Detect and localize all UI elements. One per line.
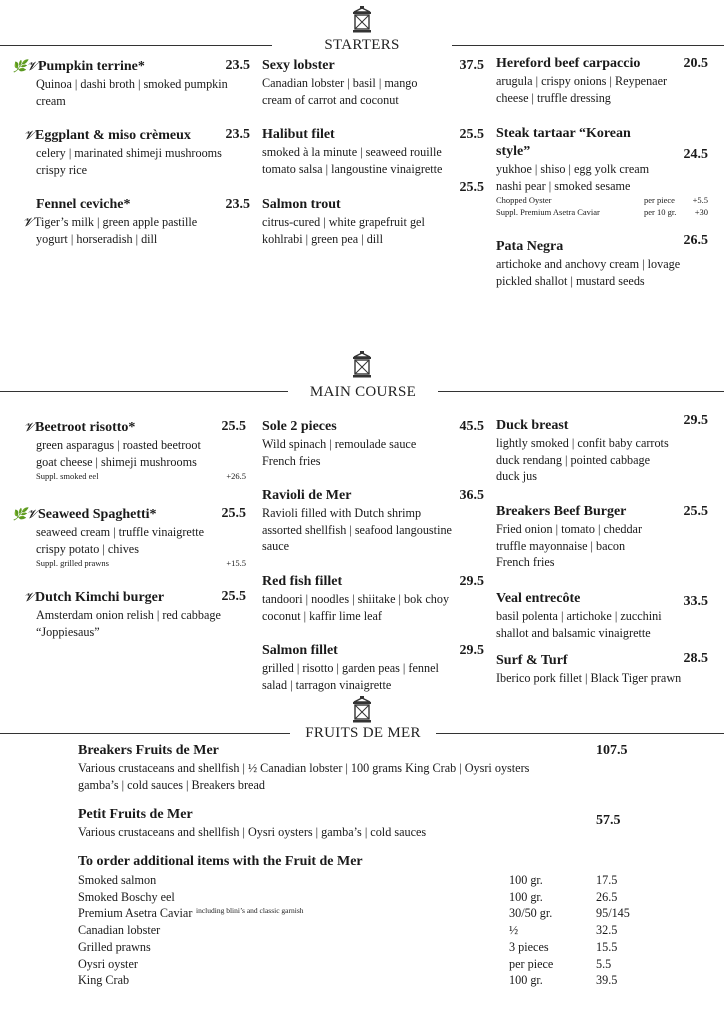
- item-desc: cheese | truffle dressing: [496, 90, 611, 105]
- extras-item-name: Smoked salmon: [78, 873, 157, 887]
- extras-item-qty: 3 pieces: [509, 939, 549, 954]
- item-name: Veal entrecôte: [496, 591, 581, 606]
- supplement-price: +15.5: [226, 558, 246, 568]
- menu-item-petit-fruits-de-mer: [78, 806, 638, 841]
- item-desc: Ravioli filled with Dutch shrimp: [262, 506, 422, 520]
- item-desc: grilled | risotto | garden peas | fennel: [262, 661, 439, 675]
- supplement-unit: per piece: [644, 195, 675, 205]
- vegetarian-v-icon: 𝓥: [24, 420, 34, 434]
- item-name: Sole 2 pieces: [262, 419, 337, 434]
- item-desc: crispy rice: [36, 162, 88, 177]
- extras-item-name: Grilled prawns: [78, 939, 151, 954]
- menu-item-red-fish-fillet: [262, 573, 484, 624]
- supplement-label: Suppl. grilled prawns: [36, 558, 109, 568]
- item-name: Salmon trout: [262, 197, 341, 212]
- extras-item-note: including blini’s and classic garnish: [196, 906, 304, 916]
- starters-rule-left: [0, 45, 272, 46]
- menu-item-ravioli-de-mer: [262, 487, 484, 555]
- item-price: 57.5: [596, 813, 621, 828]
- item-desc: duck jus: [496, 469, 537, 483]
- menu-item-seaweed-spaghetti: [12, 505, 246, 570]
- extras-item-name: Premium Asetra Caviar: [78, 906, 193, 921]
- item-desc: lightly smoked | confit baby carrots: [496, 436, 669, 450]
- extras-item-price: 39.5: [596, 973, 618, 988]
- extras-item-price: 17.5: [596, 873, 618, 887]
- item-desc: smoked à la minute | seaweed rouille: [262, 145, 442, 159]
- main-rule-right: [438, 391, 724, 392]
- item-desc: French fries: [262, 453, 321, 468]
- item-name: Steak tartaar “Korean: [496, 126, 631, 141]
- main-rule-left: [0, 391, 288, 392]
- menu-item-salmon-trout: [262, 179, 484, 247]
- lantern-logo-icon: [351, 6, 373, 36]
- item-name: Fennel ceviche*: [36, 197, 131, 212]
- vegan-leaf-icon: 🌿𝓥: [12, 59, 37, 73]
- item-name: Pata Negra: [496, 239, 564, 254]
- item-name: Pumpkin terrine*: [37, 59, 145, 74]
- menu-item-sexy-lobster: [262, 57, 484, 108]
- item-desc: cream of carrot and coconut: [262, 92, 399, 107]
- item-desc: assorted shellfish | seafood langoustine: [262, 522, 452, 537]
- supplement-label: Chopped Oyster: [496, 195, 552, 205]
- lantern-logo-icon: [351, 351, 373, 381]
- item-price: 24.5: [683, 147, 708, 162]
- menu-item-breakers-beef-burger: [496, 503, 708, 571]
- item-price: 23.5: [225, 127, 250, 142]
- item-desc: tomato salsa | langoustine vinaigrette: [262, 161, 443, 176]
- vegetarian-v-icon: 𝓥: [24, 590, 34, 604]
- menu-item-fennel-ceviche: [23, 196, 250, 247]
- item-desc: Fried onion | tomato | cheddar: [496, 522, 643, 536]
- section-title-main-course: MAIN COURSE: [309, 384, 417, 400]
- item-name: Eggplant & miso crèmeux: [35, 128, 191, 143]
- supplement-unit: per 10 gr.: [644, 207, 677, 217]
- supplement-price: +5.5: [692, 195, 708, 205]
- item-name: style”: [496, 144, 531, 159]
- supplement-label: Suppl. smoked eel: [36, 471, 99, 481]
- item-name: Salmon fillet: [262, 643, 338, 658]
- item-desc: Various crustaceans and shellfish | ½ Canadian lobster | 100 grams King Crab | Oysri oysters: [78, 761, 530, 775]
- menu-item-pumpkin-terrine: [12, 57, 250, 109]
- extras-item-price: 15.5: [596, 939, 618, 954]
- menu-item-veal-entrecote: [496, 590, 708, 641]
- item-price: 25.5: [221, 589, 246, 604]
- item-desc: Amsterdam onion relish | red cabbage: [36, 608, 221, 622]
- fruits-rule-right: [436, 733, 724, 734]
- item-desc: basil polenta | artichoke | zucchini: [496, 609, 662, 623]
- item-desc: Iberico pork fillet | Black Tiger prawn: [496, 671, 682, 685]
- menu-item-duck-breast: [496, 413, 708, 485]
- item-name: Breakers Beef Burger: [496, 504, 627, 519]
- item-price: 25.5: [459, 127, 484, 142]
- item-name: Ravioli de Mer: [262, 488, 352, 503]
- item-name: Surf & Turf: [496, 653, 568, 668]
- item-desc: yukhoe | shiso | egg yolk cream: [496, 162, 650, 176]
- menu-item-surf-and-turf: [496, 652, 708, 687]
- item-name: Breakers Fruits de Mer: [78, 743, 219, 758]
- item-desc: celery | marinated shimeji mushrooms: [36, 146, 222, 160]
- item-name: Hereford beef carpaccio: [496, 56, 641, 71]
- item-price: 23.5: [225, 197, 250, 212]
- item-desc: pickled shallot | mustard seeds: [496, 273, 645, 288]
- item-desc: French fries: [496, 555, 555, 569]
- item-desc: green asparagus | roasted beetroot: [36, 438, 201, 452]
- item-price: 29.5: [459, 643, 484, 658]
- item-desc: tandoori | noodles | shiitake | bok choy: [262, 592, 450, 606]
- item-desc: gamba’s | cold sauces | Breakers bread: [78, 777, 265, 792]
- supplement-price: +30: [694, 207, 708, 217]
- item-price: 45.5: [459, 419, 484, 434]
- extras-title: To order additional items with the Fruit de Mer: [78, 854, 363, 869]
- extras-item-qty: ½: [509, 923, 519, 938]
- item-desc: Canadian lobster | basil | mango: [262, 76, 418, 90]
- item-price: 23.5: [225, 58, 250, 73]
- item-desc: Quinoa | dashi broth | smoked pumpkin: [36, 77, 228, 91]
- item-desc: coconut | kaffir lime leaf: [262, 608, 382, 623]
- item-desc: yogurt | horseradish | dill: [36, 231, 158, 246]
- section-title-starters: STARTERS: [324, 37, 400, 53]
- menu-item-hereford-carpaccio: [496, 55, 708, 106]
- section-title-fruits-de-mer: FRUITS DE MER: [305, 725, 421, 741]
- extras-item-price: 32.5: [596, 923, 618, 938]
- item-name: Duck breast: [496, 418, 569, 433]
- item-price: 33.5: [683, 594, 708, 609]
- item-name: Red fish fillet: [262, 574, 343, 589]
- extras-item-price: 5.5: [596, 956, 612, 971]
- item-desc: truffle mayonnaise | bacon: [496, 538, 626, 553]
- menu-item-salmon-fillet: [262, 642, 484, 693]
- item-desc: sauce: [262, 539, 290, 553]
- item-desc: salad | tarragon vinaigrette: [262, 677, 392, 692]
- menu-item-eggplant: [24, 126, 250, 178]
- item-price: 20.5: [683, 56, 708, 71]
- item-name: Halibut filet: [262, 127, 335, 142]
- starters-rule-right: [452, 45, 724, 46]
- menu-item-sole: [262, 418, 484, 469]
- item-desc: shallot and balsamic vinaigrette: [496, 625, 651, 640]
- item-desc: citrus-cured | white grapefruit gel: [262, 215, 425, 229]
- item-desc: kohlrabi | green pea | dill: [262, 231, 383, 246]
- item-desc: arugula | crispy onions | Reypenaer: [496, 74, 668, 88]
- item-desc: seaweed cream | truffle vinaigrette: [36, 525, 205, 539]
- item-desc: crispy potato | chives: [36, 541, 139, 556]
- item-price: 107.5: [596, 743, 628, 758]
- item-name: Petit Fruits de Mer: [78, 807, 193, 822]
- item-desc: Wild spinach | remoulade sauce: [262, 437, 417, 451]
- extras-item-price: 95/145: [596, 906, 630, 921]
- menu-item-breakers-fruits-de-mer: [78, 742, 638, 793]
- lantern-logo-icon: [351, 696, 373, 726]
- menu-item-beetroot-risotto: [24, 418, 246, 483]
- item-name: Sexy lobster: [262, 58, 335, 73]
- item-desc: Various crustaceans and shellfish | Oysri oysters | gamba’s | cold sauces: [78, 825, 427, 839]
- item-desc: nashi pear | smoked sesame: [496, 178, 631, 193]
- extras-item-name: Canadian lobster: [78, 923, 161, 938]
- extras-item-qty: 100 gr.: [509, 889, 543, 904]
- extras-item-name: King Crab: [78, 973, 130, 988]
- item-name: Seaweed Spaghetti*: [37, 507, 157, 522]
- item-desc: cream: [36, 93, 66, 108]
- extras-item-qty: per piece: [509, 956, 554, 971]
- item-desc: goat cheese | shimeji mushrooms: [36, 454, 197, 469]
- item-price: 36.5: [459, 488, 484, 503]
- vegetarian-v-icon: 𝓥: [23, 215, 33, 229]
- extras-item-name: Oysri oyster: [78, 956, 138, 971]
- item-price: 29.5: [459, 574, 484, 589]
- item-price: 37.5: [459, 58, 484, 73]
- item-price: 28.5: [683, 651, 708, 666]
- item-price: 25.5: [221, 506, 246, 521]
- menu-item-steak-tartaar: [496, 125, 708, 218]
- item-desc: duck rendang | pointed cabbage: [496, 452, 651, 467]
- fruits-rule-left: [0, 733, 290, 734]
- item-desc: “Joppiesaus”: [36, 624, 100, 639]
- extras-item-qty: 30/50 gr.: [509, 906, 553, 921]
- supplement-label: Suppl. Premium Asetra Caviar: [496, 207, 600, 217]
- item-price: 25.5: [683, 504, 708, 519]
- item-desc: Tiger’s milk | green apple pastille: [34, 215, 198, 229]
- supplement-price: +26.5: [226, 471, 246, 481]
- vegetarian-v-icon: 𝓥: [24, 128, 34, 142]
- item-name: Dutch Kimchi burger: [35, 590, 165, 605]
- item-name: Beetroot risotto*: [35, 420, 136, 435]
- menu-item-pata-negra: [496, 233, 708, 289]
- menu-item-dutch-kimchi-burger: [24, 588, 246, 640]
- extras-item-price: 26.5: [596, 889, 618, 904]
- item-price: 29.5: [683, 413, 708, 428]
- vegan-leaf-icon: 🌿𝓥: [12, 507, 37, 521]
- item-desc: artichoke and anchovy cream | lovage: [496, 257, 681, 271]
- extras-item-name: Smoked Boschy eel: [78, 889, 175, 904]
- menu-item-halibut: [262, 126, 484, 177]
- extras-item-qty: 100 gr.: [509, 973, 543, 988]
- extras-item-qty: 100 gr.: [509, 873, 543, 887]
- item-price: 26.5: [683, 233, 708, 248]
- item-price: 25.5: [221, 419, 246, 434]
- item-price: 25.5: [459, 180, 484, 195]
